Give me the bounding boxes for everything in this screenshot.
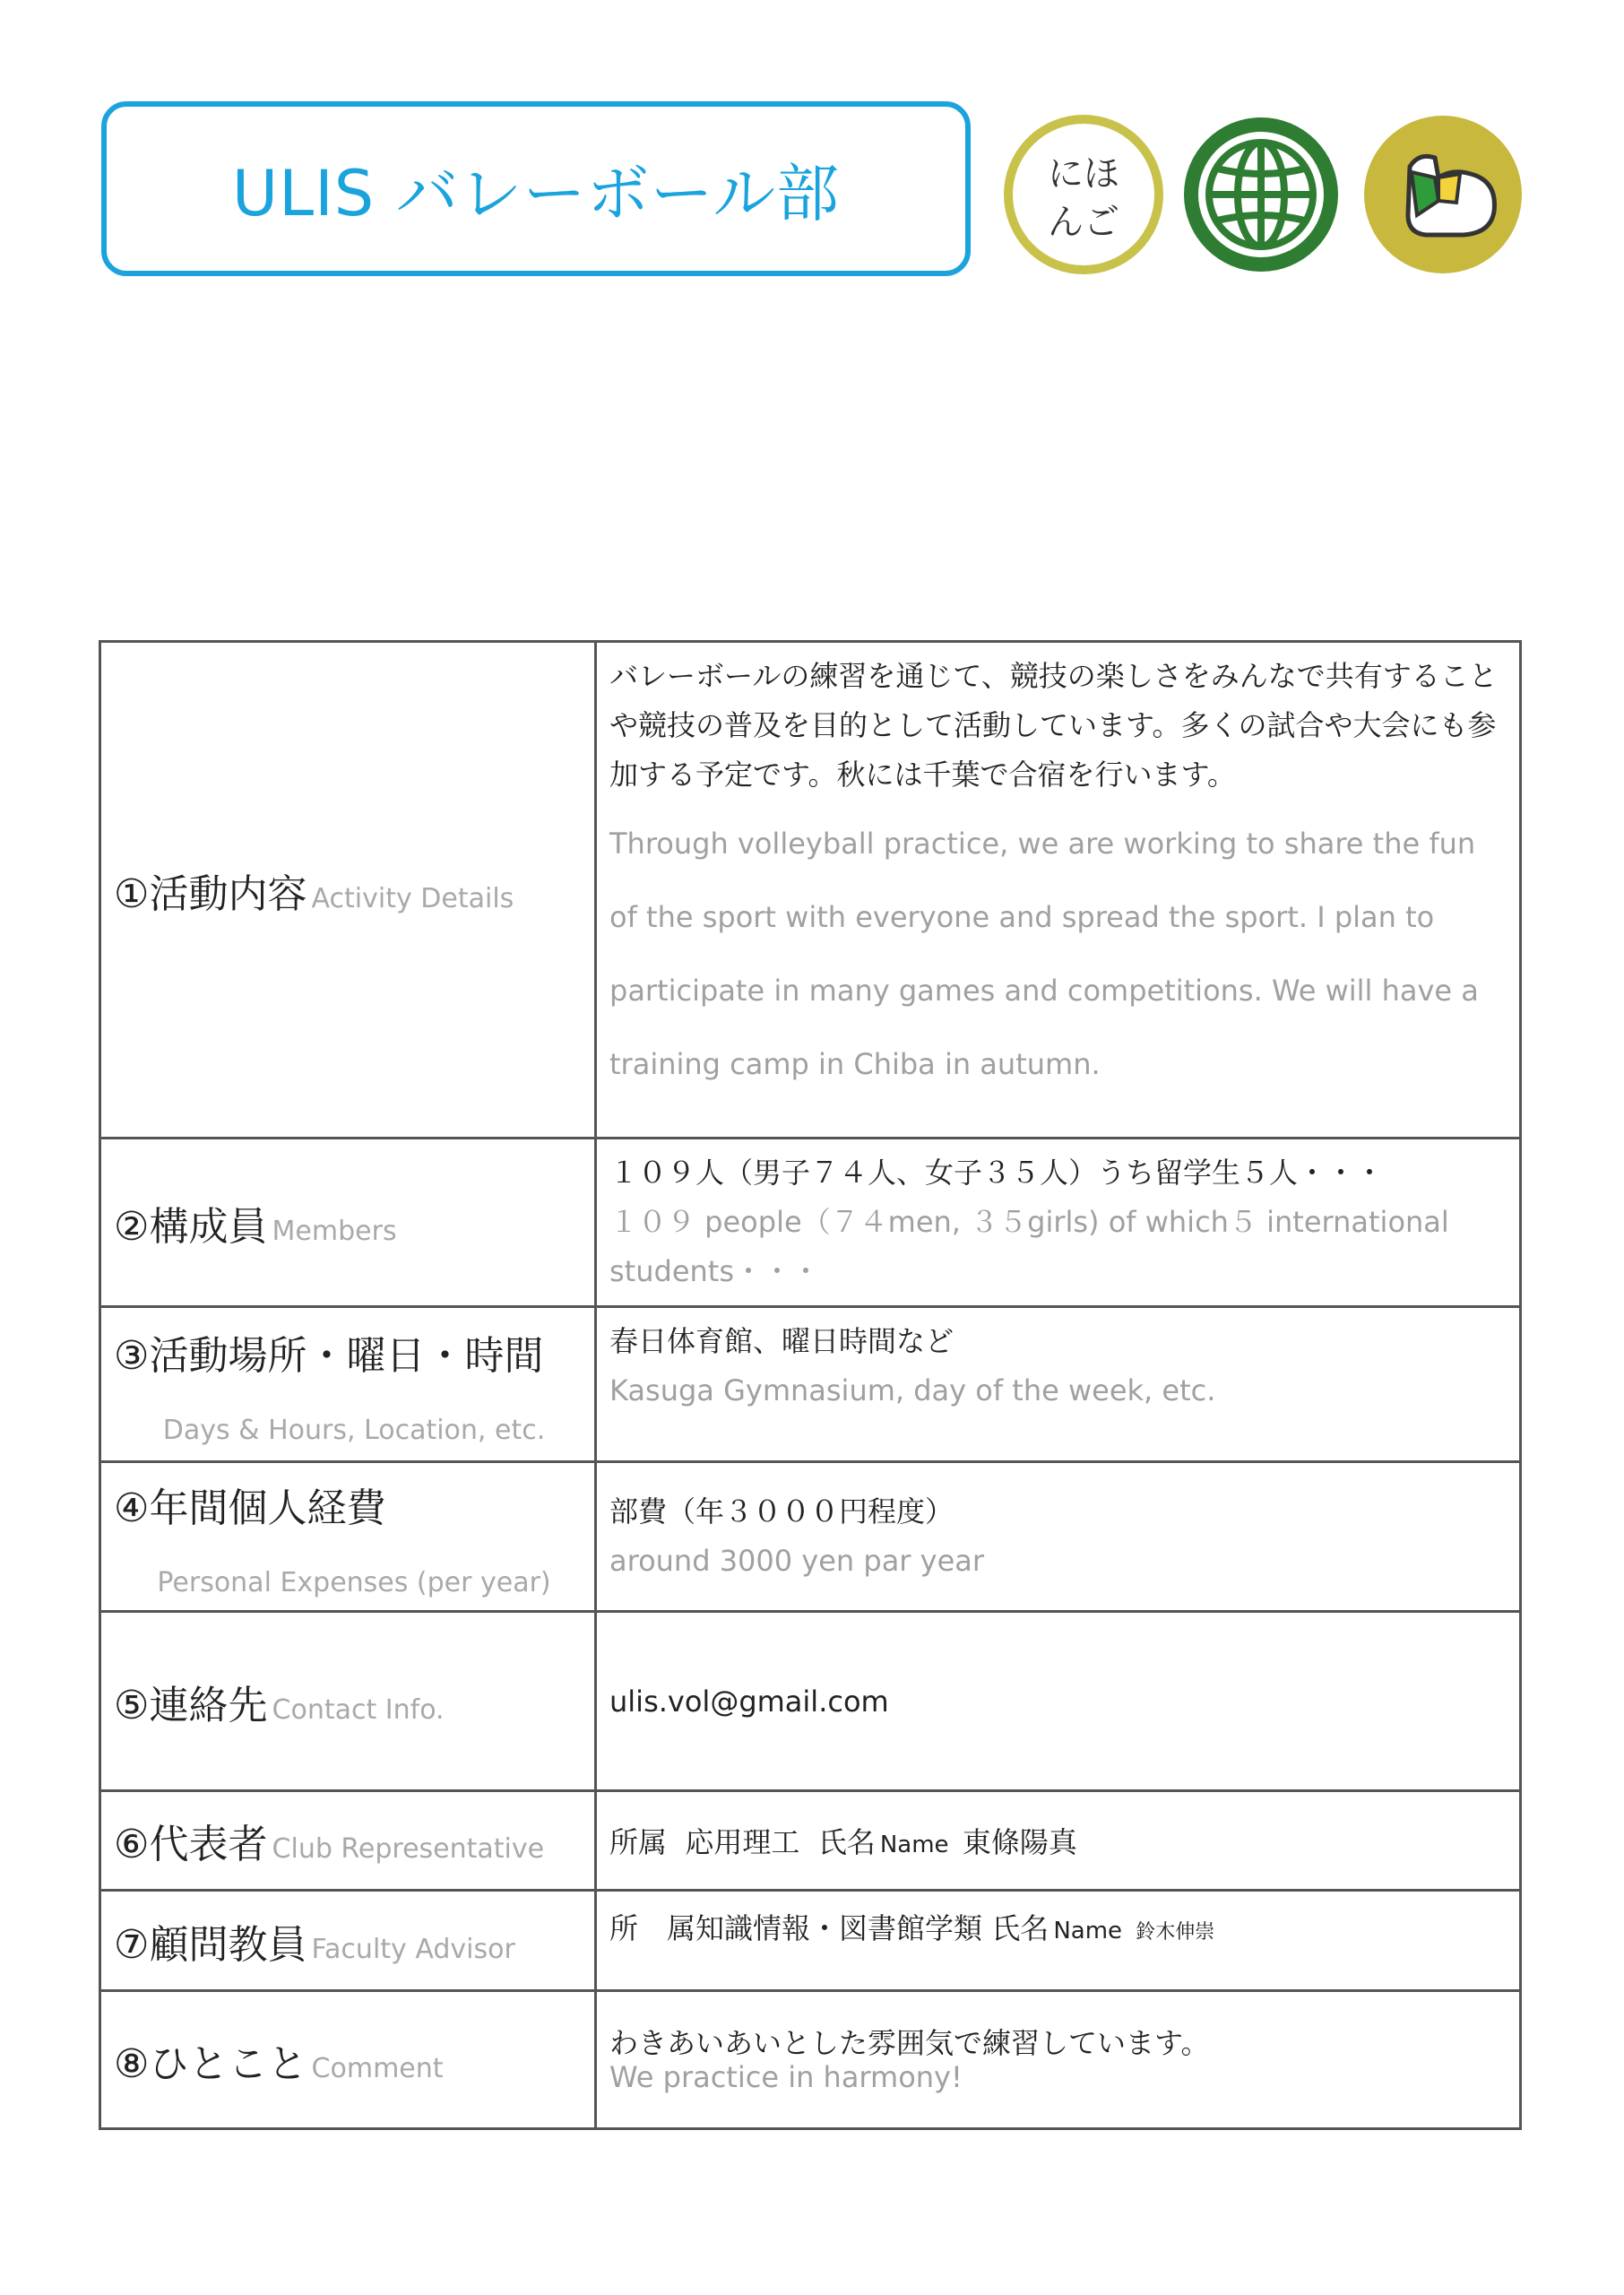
row-label-en: Contact Info.	[272, 1693, 445, 1726]
nihongo-kana-line2: んご	[1048, 202, 1119, 243]
affiliation-value: 知識情報・図書館学類	[695, 1911, 983, 1945]
row-label-en: Personal Expenses (per year)	[157, 1566, 551, 1598]
name-label: 氏名	[991, 1911, 1050, 1945]
location-text-en: Kasuga Gymnasium, day of the week, etc.	[609, 1373, 1216, 1407]
row-number: ⑦	[114, 1921, 150, 1968]
name-label-en: Name	[879, 1832, 949, 1858]
comment-text-en: We practice in harmony!	[609, 2059, 963, 2094]
row-label-en: Comment	[311, 2052, 444, 2084]
label-cell	[100, 642, 596, 1139]
title-banner	[101, 101, 971, 276]
row-label-jp: 活動場所・曜日・時間	[149, 1332, 544, 1379]
members-text-jp: １０９人（男子７４人、女子３５人）うち留学生５人・・・	[609, 1156, 1385, 1190]
activity-text-jp: バレーボールの練習を通じて、競技の楽しさをみんなで共有することや競技の普及を目的として活動しています。多くの試合や大会にも参加する予定です。秋には千葉で合宿を行います。	[609, 659, 1498, 792]
members-text-en: １０９ people（７４men, ３５girls) of which５ international students・・・	[609, 1205, 1449, 1288]
activity-text-en: Through volleyball practice, we are working to share the fun of the sport with everyone and spread the sport. I plan to participate in many games and competitions. We will have a training camp in Chiba in autumn.	[609, 827, 1479, 1081]
row-label-jp: 顧問教員	[149, 1921, 307, 1968]
row-label-jp: 代表者	[149, 1822, 268, 1867]
row-label-jp: 活動内容	[149, 870, 307, 917]
label-cell	[100, 1139, 596, 1307]
row-label-en: Club Representative	[272, 1833, 545, 1865]
table-row-contact	[100, 1612, 1521, 1791]
content-cell	[596, 1307, 1521, 1462]
row-label-en: Members	[272, 1215, 397, 1247]
nihongo-badge-icon	[1004, 115, 1163, 274]
row-number: ④	[114, 1485, 150, 1531]
row-number: ③	[114, 1332, 150, 1379]
row-number: ②	[114, 1203, 150, 1250]
affiliation-value: 応用理工	[685, 1825, 800, 1859]
club-title: ULIS バレーボール部	[231, 157, 841, 230]
label-cell	[100, 1307, 596, 1462]
table-row-comment	[100, 1991, 1521, 2129]
content-cell	[596, 1791, 1521, 1891]
nihongo-kana-line1: にほ	[1048, 153, 1119, 195]
label-cell	[100, 1612, 596, 1791]
expenses-text-jp: 部費（年３０００円程度）	[609, 1494, 955, 1529]
flexed-arm-icon	[1363, 115, 1523, 274]
content-cell	[596, 1462, 1521, 1612]
table-row-representative	[100, 1791, 1521, 1891]
comment-text-jp: わきあいあいとした雰囲気で練習しています。	[609, 2025, 1210, 2060]
row-number: ①	[114, 870, 150, 917]
row-label-en: Activity Details	[311, 882, 514, 914]
label-cell	[100, 1891, 596, 1991]
row-number: ⑧	[114, 2040, 150, 2087]
row-label-jp: 連絡先	[149, 1682, 268, 1728]
content-cell	[596, 642, 1521, 1139]
affiliation-label: 所 属	[609, 1911, 696, 1945]
table-row-activity	[100, 642, 1521, 1139]
expenses-text-en: around 3000 yen par year	[609, 1544, 985, 1578]
content-cell	[596, 1139, 1521, 1307]
affiliation-label: 所属	[609, 1825, 668, 1859]
table-row-advisor	[100, 1891, 1521, 1991]
row-label-jp: ひとこと	[149, 2040, 307, 2087]
row-label-jp: 年間個人経費	[149, 1485, 386, 1531]
name-label-en: Name	[1053, 1918, 1123, 1944]
advisor-name: 鈴木伸崇	[1136, 1921, 1215, 1944]
content-cell	[596, 1991, 1521, 2129]
content-cell	[596, 1612, 1521, 1791]
table-row-location	[100, 1307, 1521, 1462]
content-cell	[596, 1891, 1521, 1991]
table-row-expenses	[100, 1462, 1521, 1612]
label-cell	[100, 1462, 596, 1612]
row-number: ⑥	[114, 1822, 150, 1867]
globe-icon	[1181, 115, 1341, 274]
row-label-en: Faculty Advisor	[311, 1933, 515, 1965]
label-cell	[100, 1991, 596, 2129]
contact-email[interactable]: ulis.vol@gmail.com	[609, 1684, 889, 1719]
club-info-table	[99, 640, 1522, 2130]
table-row-members	[100, 1139, 1521, 1307]
label-cell	[100, 1791, 596, 1891]
name-label: 氏名	[817, 1825, 876, 1859]
row-label-jp: 構成員	[149, 1203, 268, 1250]
location-text-jp: 春日体育館、曜日時間など	[609, 1324, 955, 1358]
representative-name: 東條陽真	[962, 1825, 1077, 1859]
row-number: ⑤	[114, 1682, 150, 1728]
row-label-en: Days & Hours, Location, etc.	[162, 1414, 546, 1446]
